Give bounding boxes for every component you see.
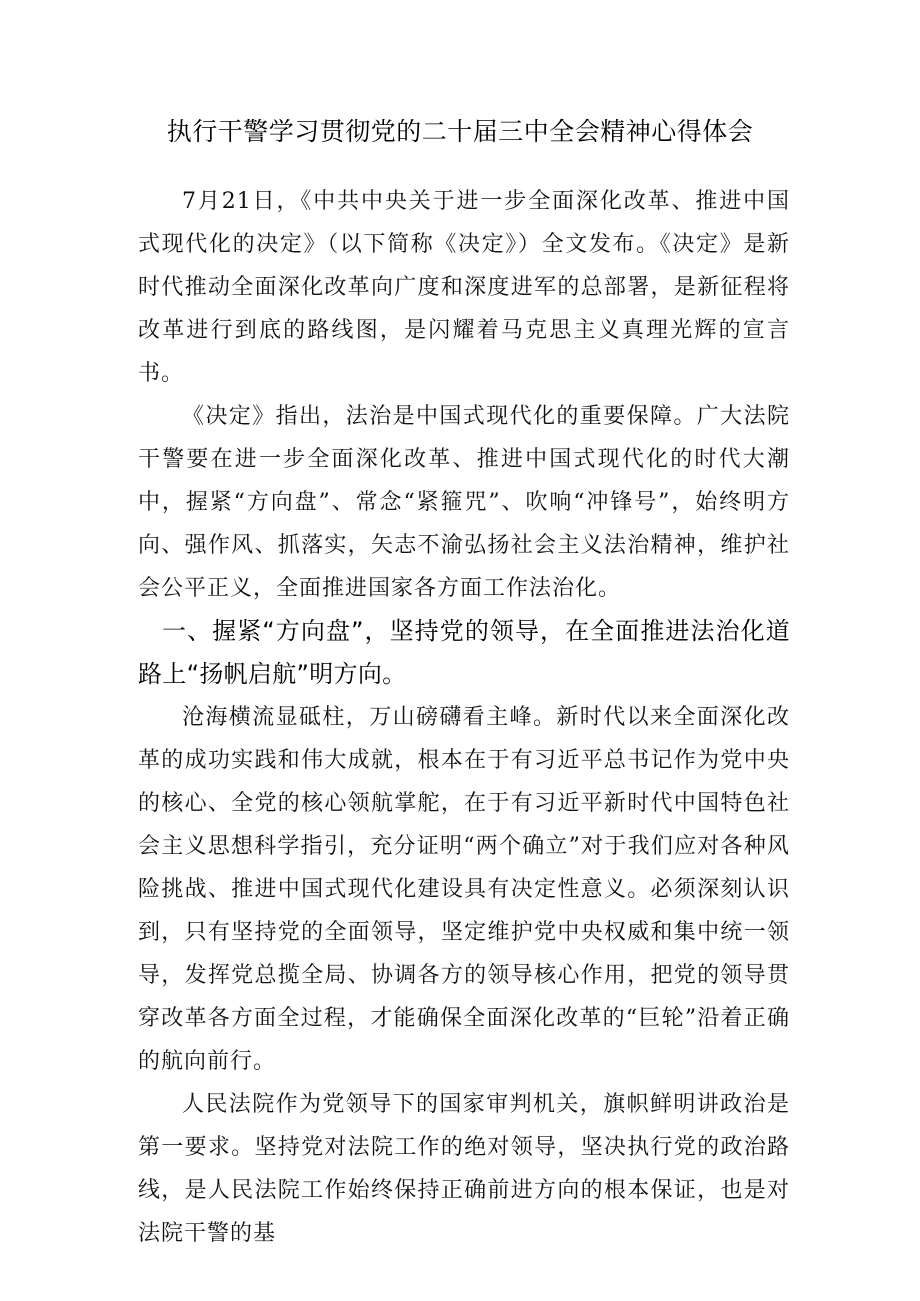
paragraph-intro: 7月21日，《中共中央关于进一步全面深化改革、推进中国式现代化的决定》（以下简称《决定》）全文发布。《决定》是新时代推动全面深化改革向广度和深度进军的总部署，是新征程将改革进行到底的路线图，是闪耀着马克思主义真理光辉的宣言书。 — [138, 189, 790, 386]
document-title: 执行干警学习贯彻党的二十届三中全会精神心得体会 — [166, 117, 754, 146]
paragraph-decision: 《决定》指出，法治是中国式现代化的重要保障。广大法院干警要在进一步全面深化改革、推进中国式现代化的时代大潮中，握紧“方向盘”、常念“紧箍咒”、吹响“冲锋号”，始终明方向、强作风、抓落实，矢志不渝弘扬社会主义法治精神，维护社会公平正义，全面推进国家各方面工作法治化。 — [138, 404, 790, 601]
section-heading-1: 一、握紧“方向盘”，坚持党的领导，在全面推进法治化道路上“扬帆启航”明方向。 — [138, 617, 790, 688]
paragraph-section1-1: 沧海横流显砥柱，万山磅礴看主峰。新时代以来全面深化改革的成功实践和伟大成就，根本在于有习近平总书记作为党中央的核心、全党的核心领航掌舵，在于有习近平新时代中国特色社会主义思想科学指引，充分证明“两个确立”对于我们应对各种风险挑战、推进中国式现代化建设具有决定性意义。必须深刻认识到，只有坚持党的全面领导，坚定维护党中央权威和集中统一领导，发挥党总揽全局、协调各方的领导核心作用，把党的领导贯穿改革各方面全过程，才能确保全面深化改革的“巨轮”沿着正确的航向前行。 — [138, 705, 790, 1074]
document-body — [138, 180, 790, 1255]
paragraph-section1-2: 人民法院作为党领导下的国家审判机关，旗帜鲜明讲政治是第一要求。坚持党对法院工作的绝对领导，坚决执行党的政治路线，是人民法院工作始终保持正确前进方向的根本保证，也是对法院干警的基 — [138, 1092, 790, 1246]
